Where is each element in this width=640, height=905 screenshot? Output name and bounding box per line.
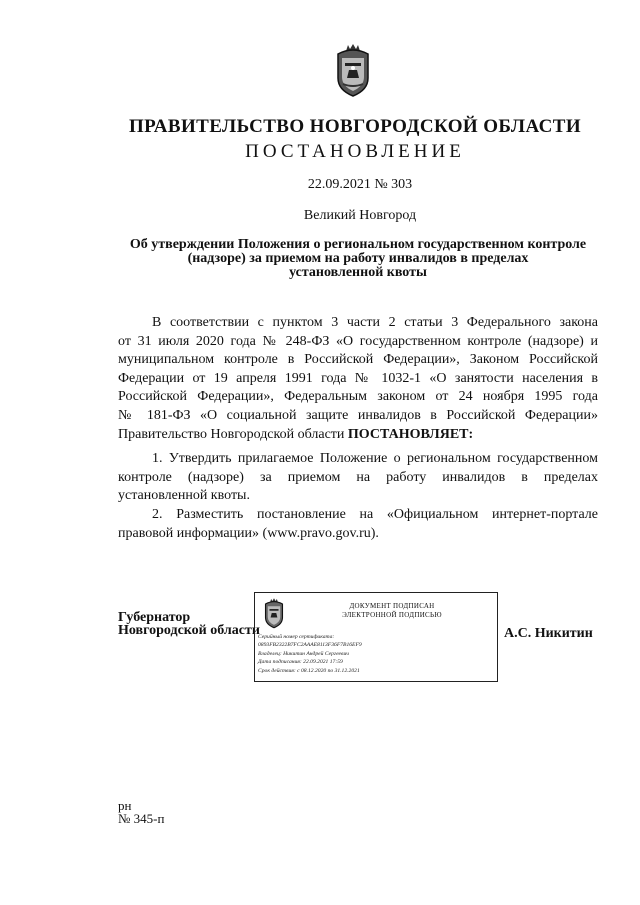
signatory-title-line: Губернатор <box>118 610 191 625</box>
document-type: ПОСТАНОВЛЕНИЕ <box>245 141 465 162</box>
document-body <box>118 314 598 543</box>
registration-number: № 345-п <box>118 811 165 826</box>
stamp-cert-serial: 0893FB2322B7FC2AAAE8113F36F7B16EF9 <box>258 642 362 649</box>
novgorod-coat-of-arms-icon <box>330 42 376 98</box>
preamble-line: № 181-ФЗ «О социальной защите инвалидов в Российской Федерации» <box>118 407 598 423</box>
organization-name: ПРАВИТЕЛЬСТВО НОВГОРОДСКОЙ ОБЛАСТИ <box>129 116 581 137</box>
preamble-line: В соответствии с пунктом 3 части 2 статьи 3 Федерального закона <box>152 315 598 330</box>
subject-line: установленной квоты <box>289 265 427 280</box>
preamble-line: Федерации от 19 апреля 1991 года № 1032-1 «О занятости населения в <box>118 370 598 386</box>
document-footnote <box>118 799 164 825</box>
stamp-heading-line: ДОКУМЕНТ ПОДПИСАН <box>349 602 435 610</box>
stamp-validity: Срок действия: с 08.12.2020 по 31.12.2021 <box>258 667 360 674</box>
stamp-owner: Владелец: Никитин Андрей Сергеевич <box>258 650 349 657</box>
novgorod-coat-of-arms-icon <box>261 597 287 629</box>
stamp-heading <box>289 602 495 620</box>
stamp-heading-line: ЭЛЕКТРОННОЙ ПОДПИСЬЮ <box>342 611 442 619</box>
preamble-last-line <box>118 426 598 445</box>
resolves-keyword: ПОСТАНОВЛЯЕТ: <box>347 426 474 442</box>
signatory-title <box>118 611 260 637</box>
city-name: Великий Новгород <box>303 208 417 223</box>
item-2-line: правовой информации» (www.pravo.gov.ru). <box>118 525 379 541</box>
item-2-line: 2. Разместить постановление на «Официальном интернет-портале <box>152 506 598 522</box>
signatory-title-line: Новгородской области <box>118 623 260 638</box>
subject-line: Об утверждении Положения о региональном государственном контроле <box>129 237 587 252</box>
date-and-number: 22.09.2021 № 303 <box>307 177 413 192</box>
item-1-line: 1. Утвердить прилагаемое Положение о региональном государственном <box>152 451 598 467</box>
stamp-signed-date: Дата подписания: 22.09.2021 17:59 <box>258 659 343 666</box>
preamble-line: Российской Федерации», Федеральным законом от 24 ноября 1995 года <box>118 389 598 405</box>
preamble-line: от 31 июля 2020 года № 248-ФЗ «О государственном контроле (надзоре) и <box>118 333 598 349</box>
signer-name: А.С. Никитин <box>504 626 593 641</box>
stamp-cert-label: Серийный номер сертификата: <box>258 634 335 640</box>
item-1-line: установленной квоты. <box>118 488 250 504</box>
preamble-text: Правительство Новгородской области <box>118 426 348 442</box>
electronic-signature-stamp <box>254 592 498 682</box>
item-1-line: контроле (надзоре) за приемом на работу инвалидов в пределах <box>118 469 598 485</box>
subject-line: (надзоре) за приемом на работу инвалидов в пределах <box>187 251 529 266</box>
preparer-initials: рн <box>118 798 132 813</box>
document-subject <box>118 238 598 280</box>
stamp-details <box>258 633 362 675</box>
preamble-line: муниципальном контроле в Российской Федерации», Законом Российской <box>118 352 598 368</box>
